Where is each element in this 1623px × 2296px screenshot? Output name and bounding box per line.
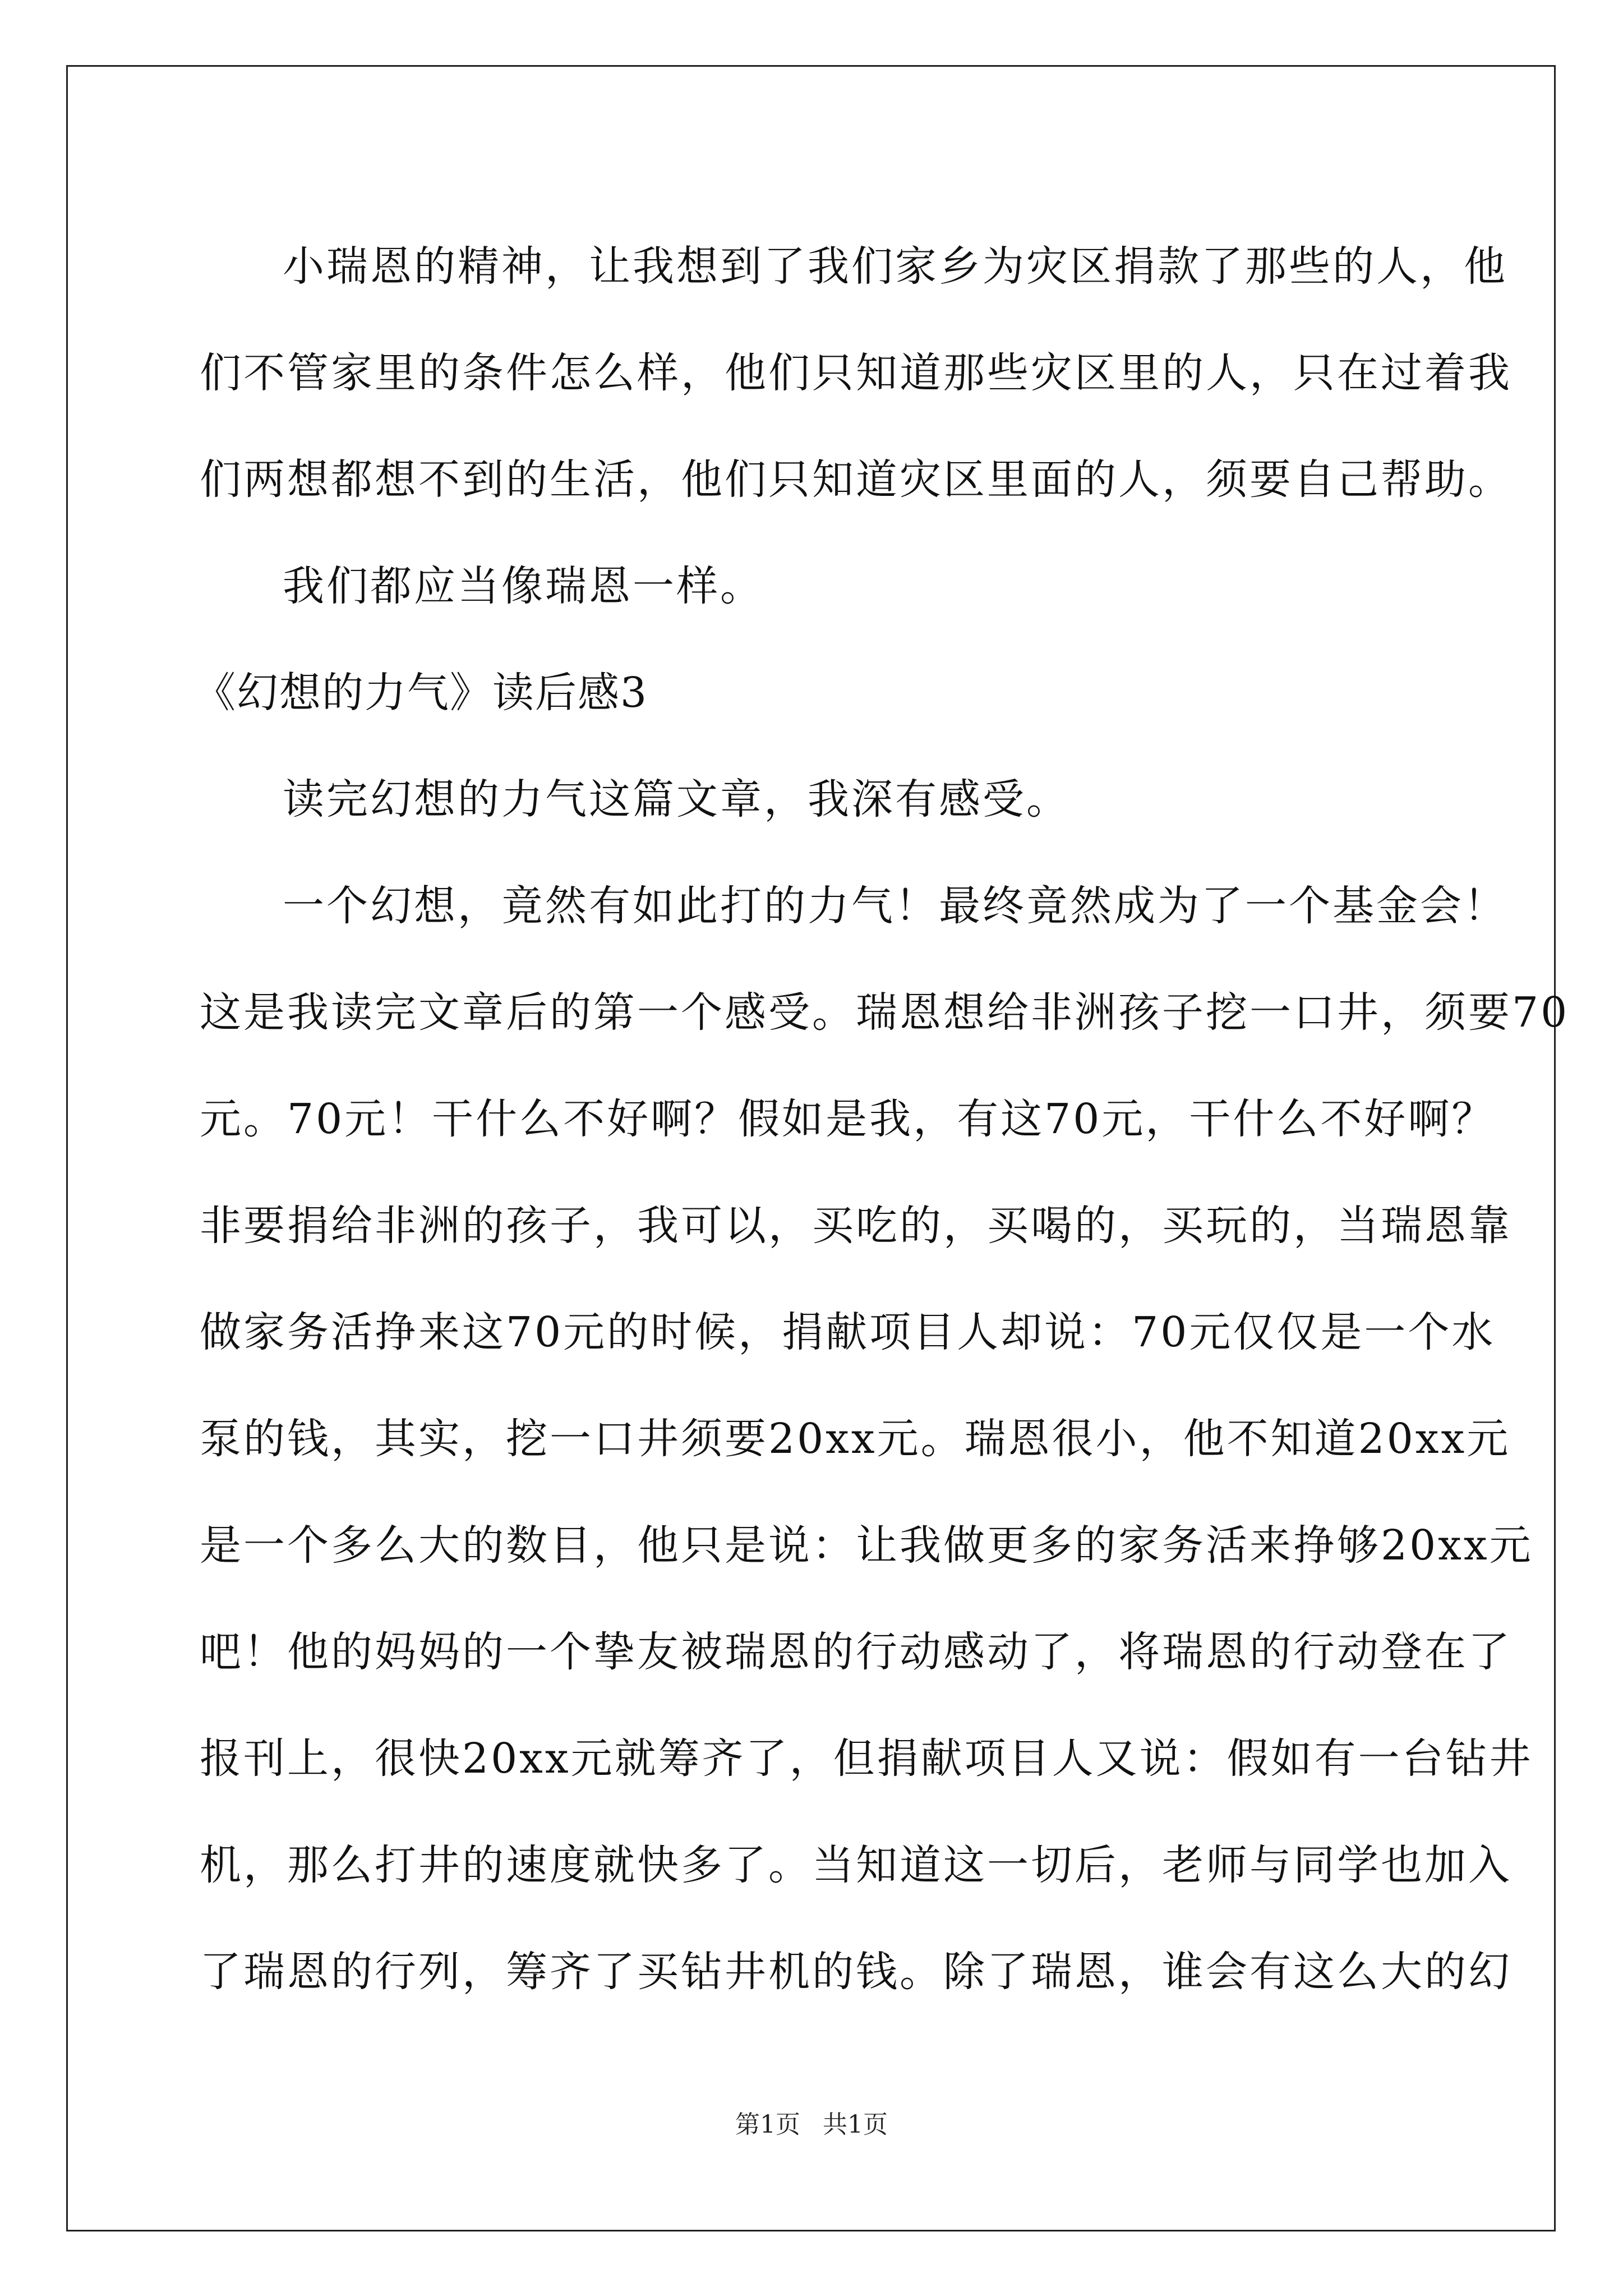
paragraph-line-8: 这是我读完文章后的第一个感受。瑞恩想给非洲孩子挖一口井，须要70 — [200, 988, 1570, 1037]
document-body — [194, 213, 1570, 2025]
paragraph-line-4: 我们都应当像瑞恩一样。 — [283, 562, 764, 610]
page-number: 第1页 — [735, 2110, 800, 2139]
paragraph-line-11: 做家务活挣来这70元的时候，捐献项目人却说：70元仅仅是一个水 — [200, 1308, 1496, 1356]
page-total: 共1页 — [823, 2110, 888, 2139]
paragraph-line-7: 一个幻想，竟然有如此打的力气！最终竟然成为了一个基金会！ — [283, 882, 1507, 930]
paragraph-line-9: 元。70元！干什么不好啊？假如是我，有这70元，干什么不好啊？ — [200, 1095, 1496, 1143]
paragraph-line-17: 了瑞恩的行列，筹齐了买钻井机的钱。除了瑞恩，谁会有这么大的幻 — [200, 1948, 1512, 1996]
paragraph-line-15: 报刊上，很快20xx元就筹齐了，但捐献项目人又说：假如有一台钻井 — [200, 1734, 1533, 1783]
paragraph-line-10: 非要捐给非洲的孩子，我可以，买吃的，买喝的，买玩的，当瑞恩靠 — [200, 1202, 1512, 1250]
paragraph-line-3: 们两想都想不到的生活，他们只知道灾区里面的人，须要自己帮助。 — [200, 455, 1512, 504]
page-footer — [0, 2108, 1623, 2142]
paragraph-line-6: 读完幻想的力气这篇文章，我深有感受。 — [283, 775, 1070, 823]
paragraph-line-13: 是一个多么大的数目，他只是说：让我做更多的家务活来挣够20xx元 — [200, 1521, 1533, 1570]
paragraph-line-16: 机，那么打井的速度就快多了。当知道这一切后，老师与同学也加入 — [200, 1841, 1512, 1889]
paragraph-line-14: 吧！他的妈妈的一个挚友被瑞恩的行动感动了，将瑞恩的行动登在了 — [200, 1628, 1512, 1676]
paragraph-line-1: 小瑞恩的精神，让我想到了我们家乡为灾区捐款了那些的人，他 — [283, 242, 1507, 291]
paragraph-line-12: 泵的钱，其实，挖一口井须要20xx元。瑞恩很小，他不知道20xx元 — [200, 1415, 1511, 1463]
paragraph-line-2: 们不管家里的条件怎么样，他们只知道那些灾区里的人，只在过着我 — [200, 349, 1512, 397]
section-heading: 《幻想的力气》读后感3 — [194, 669, 648, 717]
